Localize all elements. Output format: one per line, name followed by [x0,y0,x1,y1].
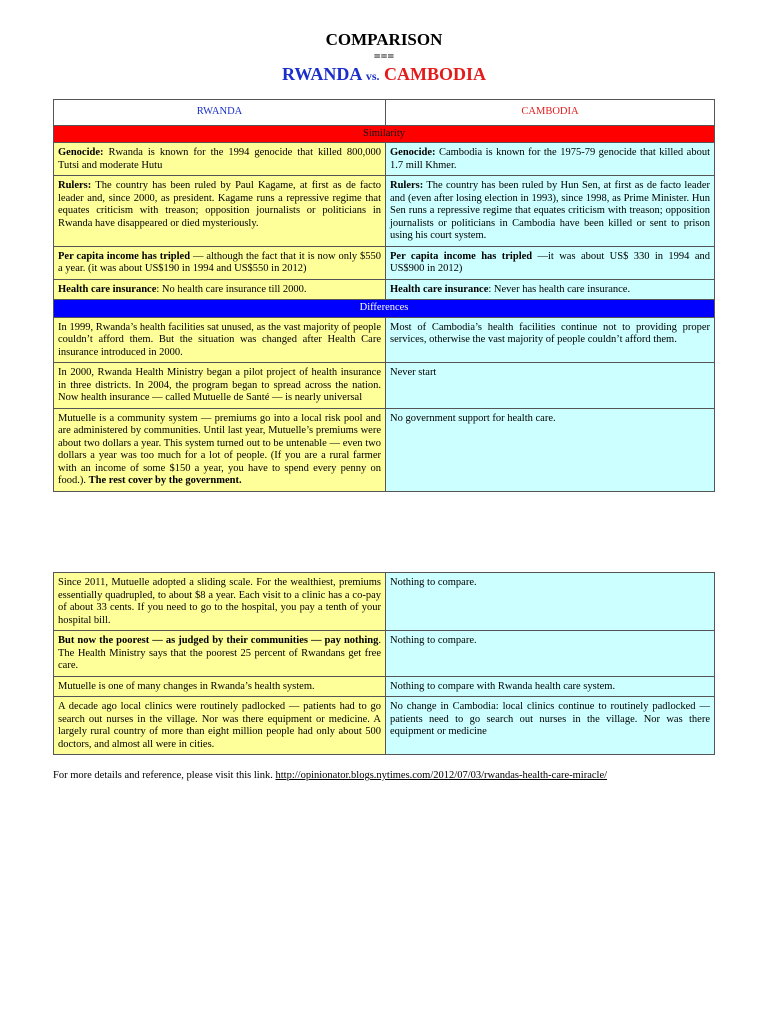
comparison-table [53,99,715,492]
table-row [54,246,715,279]
rwanda-cell: In 1999, Rwanda’s health facilities sat unused, as the vast majority of people couldn’t afford them. But the situation was changed after Health Care insurance introduced in 2000. [54,317,386,363]
table-row [54,176,715,247]
cambodia-cell: Nothing to compare. [386,631,715,677]
rwanda-cell: Since 2011, Mutuelle adopted a sliding scale. For the wealthiest, premiums essentially quadrupled, to about $8 a year. Each visit to a clinic has a co-pay of about 33 cents. If you need to go to the hospital, you pay a tenth of your hospital bill. [54,573,386,631]
table-row [54,697,715,755]
reference-link[interactable]: http://opinionator.blogs.nytimes.com/2012/07/03/rwandas-health-care-miracle/ [275,770,608,781]
rwanda-cell: Mutuelle is a community system — premiums go into a local risk pool and are administered by communities. Until last year, Mutuelle’s premiums were about two dollars a year. This system turned out to be untenable — even two dollars a year was too much for a lot of people. (If you are a rural farmer with an income of some $150 a year, you have to spend every penny on food.). The rest cover by the government. [54,408,386,491]
table-row [54,676,715,697]
cambodia-cell: Health care insurance: Never has health care insurance. [386,279,715,300]
cambodia-cell: Most of Cambodia’s health facilities continue not to providing proper services, otherwise the vast majority of people couldn’t afford them. [386,317,715,363]
table-row [54,143,715,176]
differences-bar-row [54,300,715,318]
footer-note [53,770,607,781]
cambodia-cell: Rulers: The country has been ruled by Hun Sen, at first as de facto leader and (even after losing election in 1993), since 1998, as Prime Minister. Hun Sen runs a repressive regime that equates criticism with treason; opposition journalists or politicians in Cambodia have been killed or sent to prison using his court system. [386,176,715,247]
rwanda-cell: Rulers: The country has been ruled by Paul Kagame, at first as de facto leader and, since 2000, as president. Kagame runs a repressive regime that equates criticism with treason; opposition journalists or politicians in Rwanda have disappeared or died mysteriously. [54,176,386,247]
cambodia-cell: Nothing to compare. [386,573,715,631]
cambodia-cell: No government support for health care. [386,408,715,491]
doc-title: COMPARISON [325,30,443,49]
cambodia-cell: Never start [386,363,715,409]
rwanda-cell: Health care insurance: No health care insurance till 2000. [54,279,386,300]
footer-text: For more details and reference, please visit this link. [53,770,276,781]
header-row [54,100,715,126]
header-rwanda: RWANDA [54,100,386,126]
rwanda-cell: Genocide: Rwanda is known for the 1994 genocide that killed 800,000 Tutsi and moderate Hutu [54,143,386,176]
rwanda-cell: In 2000, Rwanda Health Ministry began a pilot project of health insurance in three districts. In 2004, the program began to spread across the nation. Now health insurance — called Mutuelle de Santé — is nearly universal [54,363,386,409]
table-row [54,573,715,631]
comparison-table-continued [53,572,715,755]
subtitle-rwanda: RWANDA [281,64,362,84]
rwanda-cell: Mutuelle is one of many changes in Rwanda’s health system. [54,676,386,697]
header-cambodia: CAMBODIA [386,100,715,126]
table-row [54,631,715,677]
table-row [54,363,715,409]
title-divider: === [373,49,395,63]
cambodia-cell: Genocide: Cambodia is known for the 1975-79 genocide that killed about 1.7 mill Khmer. [386,143,715,176]
rwanda-cell: Per capita income has tripled — although the fact that it is now only $550 a year. (it was about US$190 in 1994 and US$550 in 2012) [54,246,386,279]
table-row [54,279,715,300]
rwanda-cell: A decade ago local clinics were routinely padlocked — patients had to go search out nurses in the village. Nor was there equipment or medicine. A largely rural country of more than eight million people had only about 500 doctors, and almost all were in cities. [54,697,386,755]
similarity-bar: Similarity [54,125,715,143]
doc-subtitle [0,64,768,85]
subtitle-cambodia: CAMBODIA [384,64,487,84]
table-row [54,317,715,363]
cambodia-cell: Per capita income has tripled —it was about US$ 330 in 1994 and US$900 in 2012) [386,246,715,279]
cambodia-cell: No change in Cambodia: local clinics continue to routinely padlocked — patients need to go search out nurses in the village. Nor was there equipment or medicine [386,697,715,755]
similarity-bar-row [54,125,715,143]
cambodia-cell: Nothing to compare with Rwanda health care system. [386,676,715,697]
rwanda-cell: But now the poorest — as judged by their communities — pay nothing. The Health Ministry says that the poorest 25 percent of Rwandans get free care. [54,631,386,677]
table-row [54,408,715,491]
subtitle-vs: vs. [365,69,380,83]
differences-bar: Differences [54,300,715,318]
